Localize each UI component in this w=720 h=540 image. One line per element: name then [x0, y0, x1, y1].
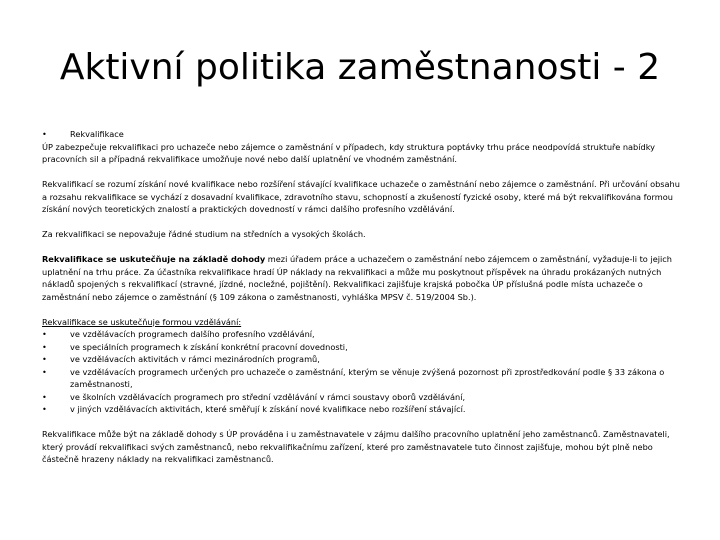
list-item-text: ve školních vzdělávacích programech pro střední vzdělávání v rámci soustavy oborů vzdělávání,	[70, 391, 466, 402]
agreement-paragraph	[42, 253, 682, 303]
list-item	[42, 328, 682, 341]
bullet-icon: •	[42, 354, 47, 364]
bullet-icon: •	[42, 129, 47, 139]
list-item	[42, 403, 682, 416]
list-item	[42, 391, 682, 404]
list-item-text: ve vzdělávacích programech určených pro uchazeče o zaměstnání, kterým se věnuje zvýšená pozornost při zprostředkování podle § 33 zákona o zaměstnanosti,	[70, 366, 665, 389]
forms-heading: Rekvalifikace se uskutečňuje formou vzdělávání:	[42, 316, 242, 327]
list-item-text: ve vzdělávacích programech dalšího profesního vzdělávání,	[70, 329, 315, 339]
list-item	[42, 366, 682, 391]
bullet-icon: •	[42, 404, 47, 414]
list-item-text: ve speciálních programech k získání konkrétní pracovní dovednosti,	[70, 341, 348, 352]
list-item	[42, 341, 682, 354]
intro-paragraph: ÚP zabezpečuje rekvalifikaci pro uchazeče nebo zájemce o zaměstnání v případech, kdy struktura poptávky trhu práce neodpovídá struktuře nabídky pracovních sil a případná rekvalifikace umožňuje nové nebo další uplatnění ve vhodném zaměstnání.	[42, 141, 656, 164]
agreement-bold-lead: Rekvalifikace se uskutečňuje na základě dohody	[42, 254, 266, 264]
list-item-text: ve vzdělávacích aktivitách v rámci mezinárodních programů,	[70, 354, 320, 364]
slide-title: Aktivní politika zaměstnanosti - 2	[59, 47, 661, 88]
agreement-rest: mezi úřadem práce a uchazečem o zaměstnání nebo zájemcem o zaměstnání, vyžaduje-li to jejich uplatnění na trhu práce. Za účastníka rekvalifikace hradí ÚP náklady na rekvalifikaci a může mu poskytnout příspěvek na úhradu prokázaných nutných nákladů spojených s rekvalifikací (stravné, jízdné, nocležné, pojištění). Rekvalifikaci zajišťuje krajská pobočka ÚP příslušná podle místa uchazeče o zaměstnání nebo zájemce o zaměstnání (§ 109 zákona o zaměstnanosti, vyhláška MPSV č. 519/2004 Sb.).	[42, 254, 672, 302]
list-item	[42, 353, 682, 366]
slide-body	[42, 128, 682, 466]
bullet-icon: •	[42, 391, 47, 402]
section-heading-label: Rekvalifikace	[70, 129, 124, 139]
not-counted-paragraph: Za rekvalifikaci se nepovažuje řádné studium na středních a vysokých školách.	[42, 229, 366, 239]
bullet-icon: •	[42, 329, 47, 339]
bullet-icon: •	[42, 341, 47, 352]
bullet-icon: •	[42, 366, 47, 377]
list-item-text: v jiných vzdělávacích aktivitách, které směřují k získání nové kvalifikace nebo rozšíření stávající.	[70, 404, 466, 414]
section-heading	[42, 128, 682, 141]
employer-paragraph: Rekvalifikace může být na základě dohody s ÚP prováděna i u zaměstnavatele v zájmu dalšího pracovního uplatnění jeho zaměstnanců. Zaměstnavateli, který provádí rekvalifikaci svých zaměstnanců, nebo rekvalifikačnímu zařízení, které pro zaměstnavatele tuto činnost zajišťuje, mohou být plně nebo částečně hrazeny náklady na rekvalifikaci zaměstnanců.	[42, 429, 670, 464]
definition-paragraph: Rekvalifikací se rozumí získání nové kvalifikace nebo rozšíření stávající kvalifikace uchazeče o zaměstnání nebo zájemce o zaměstnání. Při určování obsahu a rozsahu rekvalifikace se vychází z dosavadní kvalifikace, zdravotního stavu, schopností a zkušeností fyzické osoby, které má být rekvalifikována formou získání nových teoretických znalostí a praktických dovedností v rámci dalšího profesního vzdělávání.	[42, 179, 680, 214]
